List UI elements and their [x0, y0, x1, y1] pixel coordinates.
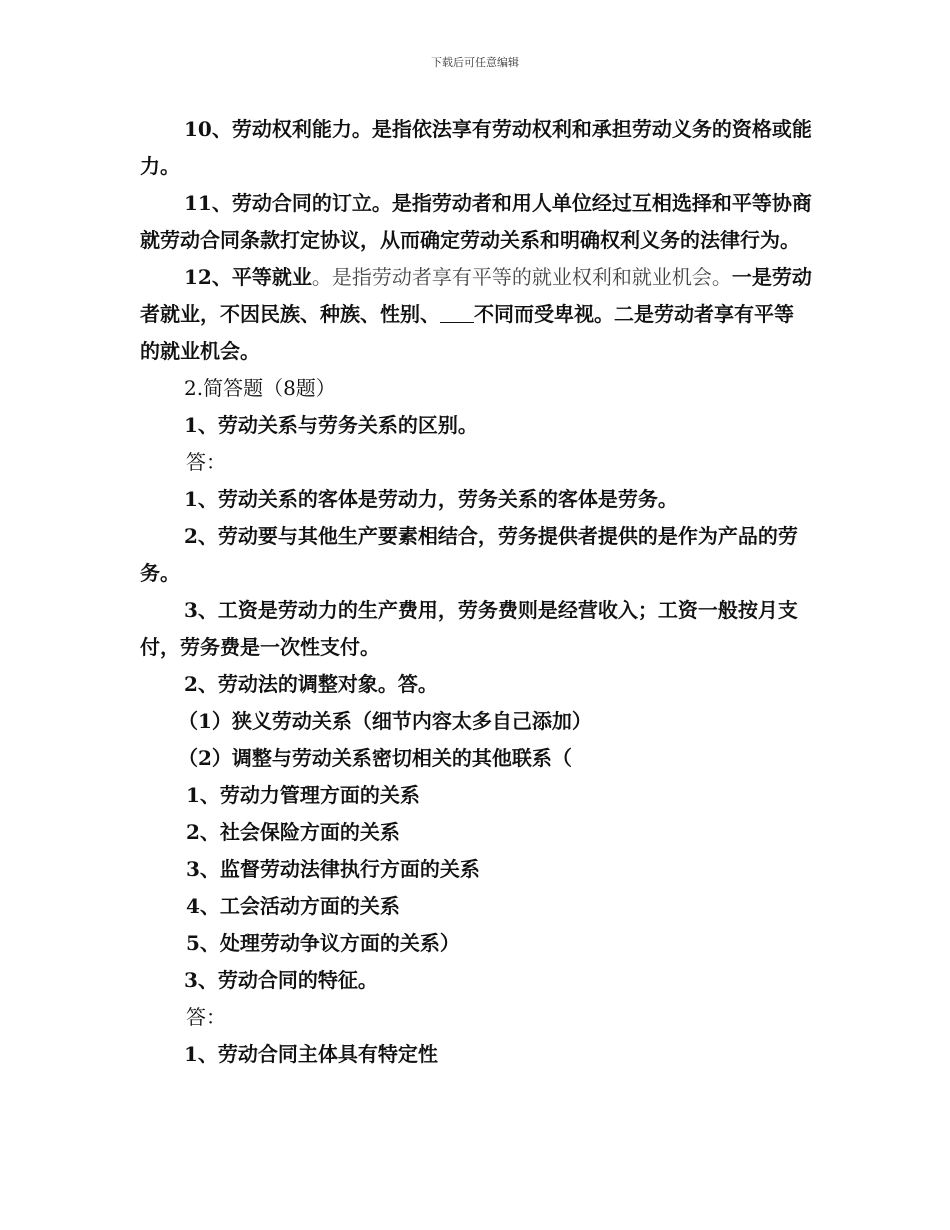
question-2-part: （1）狭义劳动关系（细节内容太多自己添加）	[178, 709, 592, 733]
fill-blank	[440, 304, 474, 323]
definition-10: 10、劳动权利能力。是指依法享有劳动权利和承担劳动义务的资格或能力。	[140, 117, 812, 178]
answer-label-1: 答：	[186, 450, 226, 474]
list-item: 2、社会保险方面的关系	[186, 820, 400, 844]
question-3: 3、劳动合同的特征。	[184, 968, 378, 992]
definition-11: 11、劳动合同的订立。是指劳动者和用人单位经过互相选择和平等协商就劳动合同条款打定协议，从而确定劳动关系和明确权利义务的法律行为。	[140, 191, 812, 252]
question-2-part: （2）调整与劳动关系密切相关的其他联系（	[178, 746, 572, 770]
answer-label-3: 答：	[186, 1005, 226, 1029]
definition-12-rest-a: 一是劳动者就业，不因民族、种族、性别、	[140, 265, 812, 326]
definition-12-term: 12、平等就业	[184, 265, 312, 289]
question-1: 1、劳动关系与劳务关系的区别。	[184, 413, 478, 437]
list-item: 3、监督劳动法律执行方面的关系	[186, 857, 480, 881]
list-item: 4、工会活动方面的关系	[186, 894, 400, 918]
section-title: 2.简答题（8题）	[184, 376, 336, 400]
list-item: 1、劳动力管理方面的关系	[186, 783, 420, 807]
answer-point: 3、工资是劳动力的生产费用，劳务费则是经营收入；工资一般按月支付，劳务费是一次性支付。	[140, 598, 798, 659]
definition-12	[140, 259, 812, 370]
definition-12-def: 是指劳动者享有平等的就业权利和就业机会。	[331, 265, 732, 289]
list-item: 5、处理劳动争议方面的关系）	[186, 931, 460, 955]
question-2: 2、劳动法的调整对象。答。	[184, 672, 438, 696]
document-body	[140, 111, 812, 1073]
answer-point: 2、劳动要与其他生产要素相结合，劳务提供者提供的是作为产品的劳务。	[140, 524, 798, 585]
definition-12-dot: 。	[311, 265, 332, 289]
definition-12-rest-b: 不同而受卑视。二是劳动者享有平等的就业机会。	[140, 302, 794, 363]
answer-point: 1、劳动合同主体具有特定性	[184, 1042, 438, 1066]
page-header: 下载后可任意编辑	[431, 56, 519, 69]
answer-point: 1、劳动关系的客体是劳动力，劳务关系的客体是劳务。	[184, 487, 678, 511]
